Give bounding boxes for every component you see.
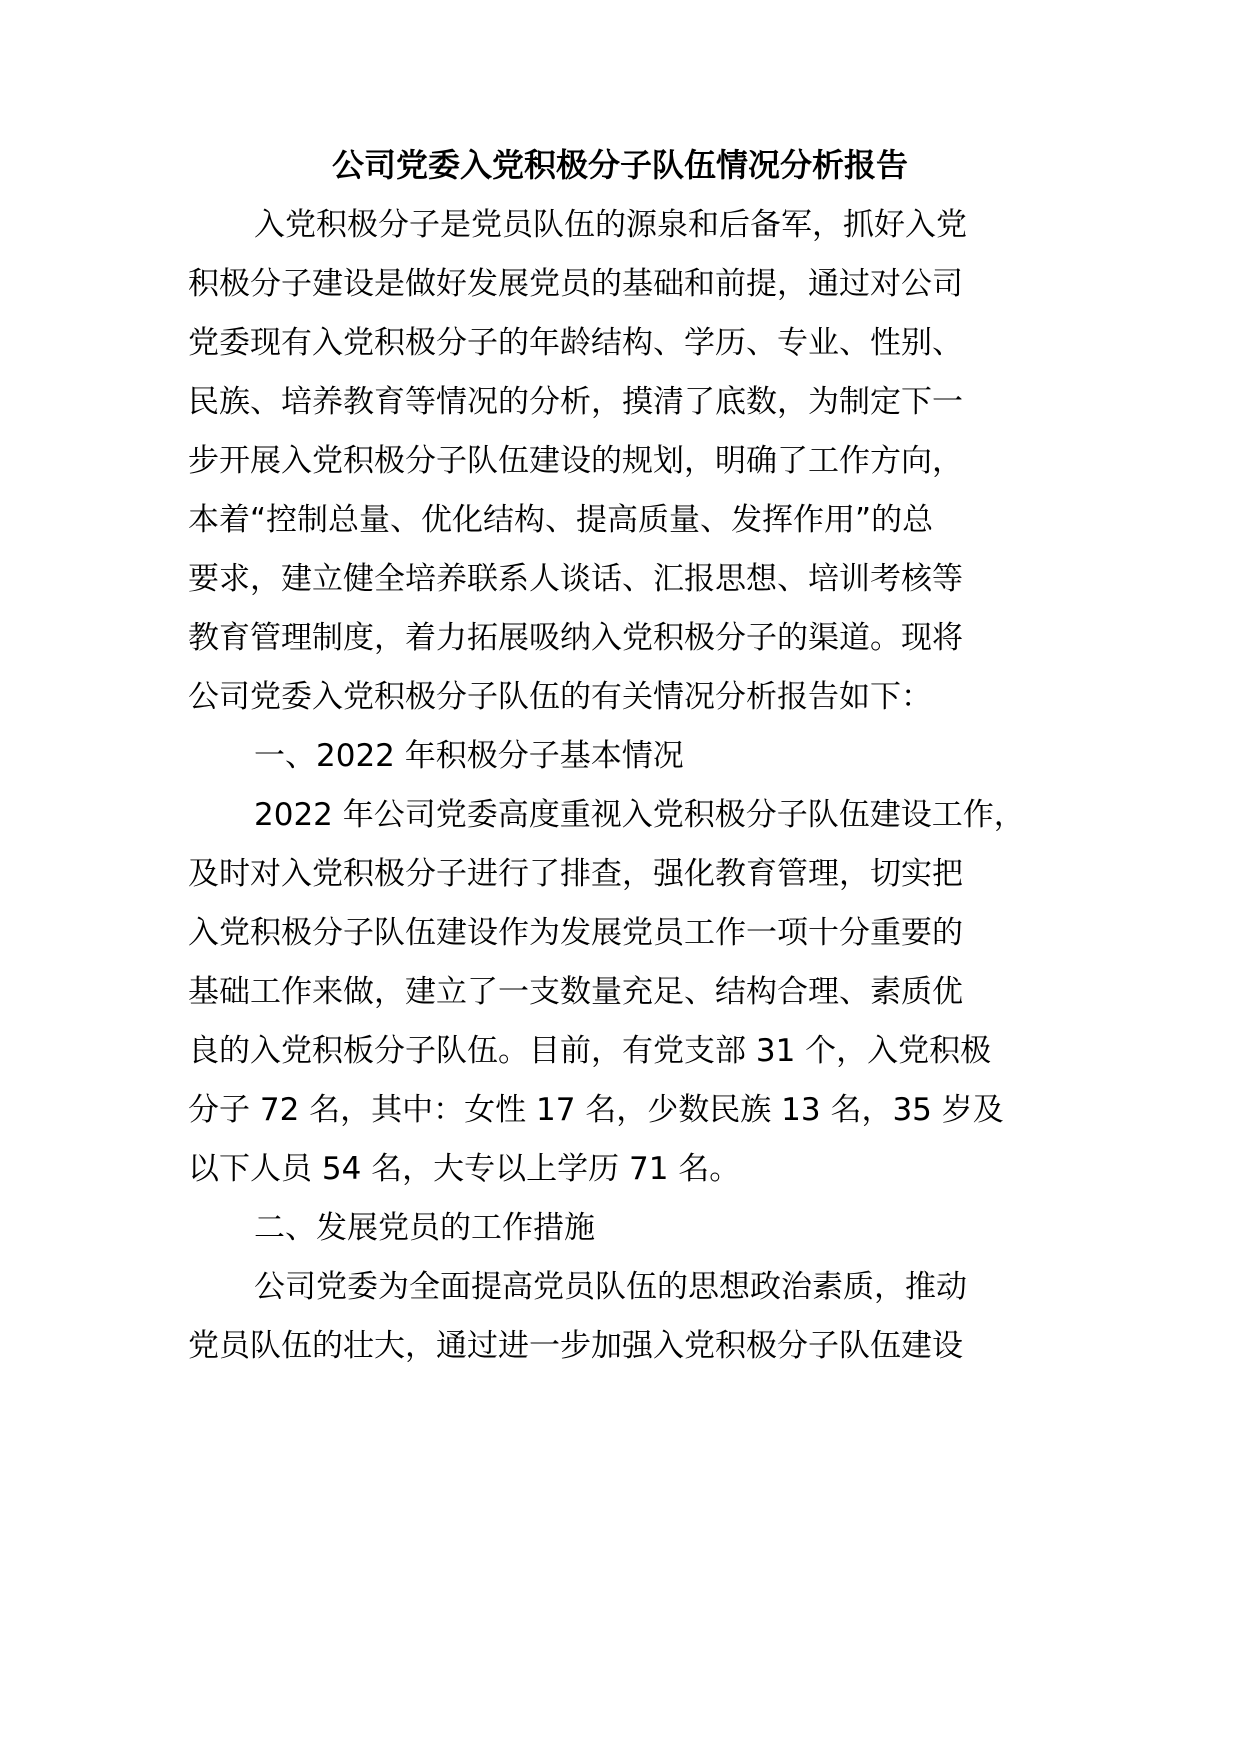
document-title: 公司党委入党积极分子队伍情况分析报告 [331,146,908,184]
section-1-line-6: 分子 72 名，其中：女性 17 名，少数民族 13 名，35 岁及 [188,1092,1004,1128]
intro-line-6: 本着“控制总量、优化结构、提高质量、发挥作用”的总 [188,502,934,538]
intro-line-9: 公司党委入党积极分子队伍的有关情况分析报告如下： [188,679,932,715]
section-1-line-5: 良的入党积板分子队伍。目前，有党支部 31 个，入党积极 [188,1033,992,1069]
intro-line-4: 民族、培养教育等情况的分析，摸清了底数，为制定下一 [188,384,963,420]
section-2-heading: 二、发展党员的工作措施 [254,1210,595,1246]
section-1-line-4: 基础工作来做，建立了一支数量充足、结构合理、素质优 [188,974,963,1010]
section-2-line-2: 党员队伍的壮大，通过进一步加强入党积极分子队伍建设 [188,1328,963,1364]
intro-line-8: 教育管理制度，着力拓展吸纳入党积极分子的渠道。现将 [188,620,963,656]
intro-line-1: 入党积极分子是党员队伍的源泉和后备军，抓好入党 [254,207,967,243]
section-1-heading: 一、2022 年积极分子基本情况 [254,738,684,774]
section-2-line-1: 公司党委为全面提高党员队伍的思想政治素质，推动 [254,1269,967,1305]
intro-line-3: 党委现有入党积极分子的年龄结构、学历、专业、性别、 [188,325,963,361]
intro-line-2: 积极分子建设是做好发展党员的基础和前提，通过对公司 [188,266,963,302]
section-1-line-1: 2022 年公司党委高度重视入党积极分子队伍建设工作， [254,797,1025,833]
intro-line-5: 步开展入党积极分子队伍建设的规划，明确了工作方向， [188,443,963,479]
section-1-line-7: 以下人员 54 名，大专以上学历 71 名。 [188,1151,741,1187]
section-1-line-3: 入党积极分子队伍建设作为发展党员工作一项十分重要的 [188,915,963,951]
intro-line-7: 要求，建立健全培养联系人谈话、汇报思想、培训考核等 [188,561,963,597]
section-1-line-2: 及时对入党积极分子进行了排查，强化教育管理，切实把 [188,856,963,892]
